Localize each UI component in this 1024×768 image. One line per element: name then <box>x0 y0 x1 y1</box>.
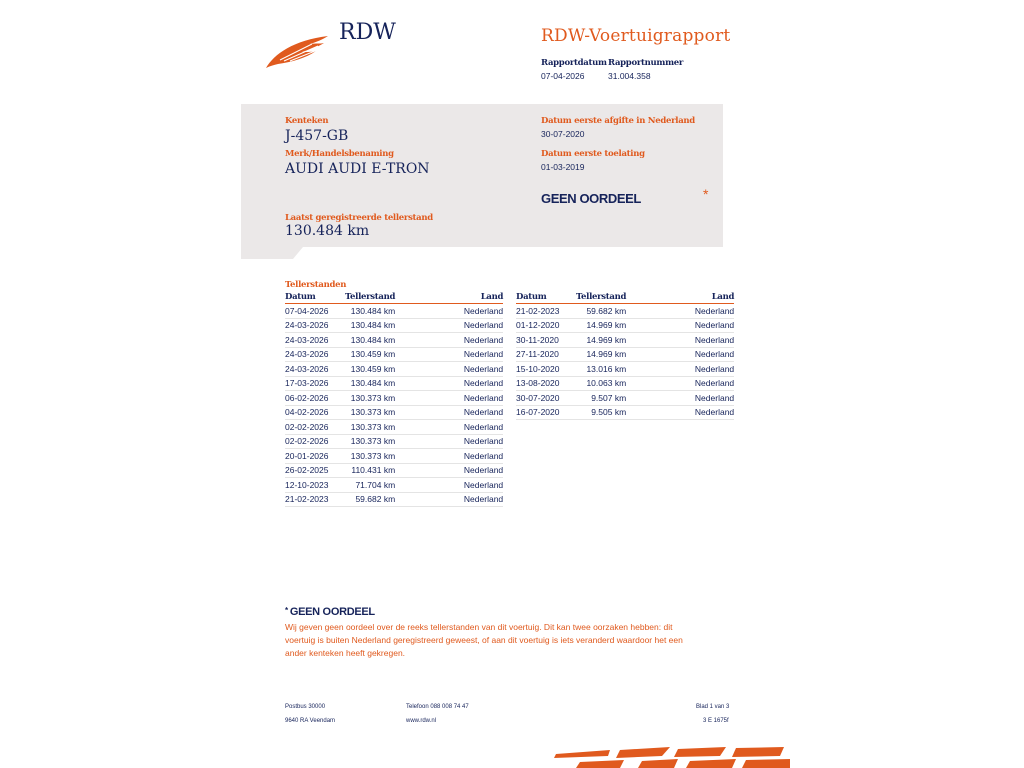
reading-km: 130.373 km <box>345 391 395 406</box>
reading-row <box>516 405 734 420</box>
reading-row <box>285 333 503 348</box>
footnote-title <box>285 606 375 618</box>
reading-date: 16-07-2020 <box>516 405 576 420</box>
reading-land: Nederland <box>395 362 503 377</box>
reading-date: 02-02-2026 <box>285 420 345 435</box>
report-date-label: Rapportdatum <box>541 58 607 68</box>
reading-land: Nederland <box>626 376 734 391</box>
brand-name: RDW <box>339 20 396 45</box>
footer-phone: Telefoon 088 008 74 47 <box>406 704 469 710</box>
reading-km: 130.373 km <box>345 434 395 449</box>
reading-date: 01-12-2020 <box>516 318 576 333</box>
reading-land: Nederland <box>395 492 503 507</box>
reading-land: Nederland <box>626 333 734 348</box>
reading-date: 07-04-2026 <box>285 304 345 319</box>
reading-km: 59.682 km <box>345 492 395 507</box>
first-nl-label: Datum eerste afgifte in Nederland <box>541 116 695 126</box>
reading-km: 130.459 km <box>345 347 395 362</box>
plate-value: J-457-GB <box>285 128 349 144</box>
make-value: AUDI AUDI E-TRON <box>285 161 430 177</box>
reading-row <box>285 463 503 478</box>
reading-date: 27-11-2020 <box>516 347 576 362</box>
reading-row <box>285 362 503 377</box>
reading-land: Nederland <box>395 478 503 493</box>
reading-land: Nederland <box>626 391 734 406</box>
reading-row <box>516 376 734 391</box>
footer-page: Blad 1 van 3 <box>696 704 730 710</box>
readings-table-right <box>516 292 734 420</box>
orange-stripes-icon <box>550 744 790 768</box>
reading-row <box>285 391 503 406</box>
reading-km: 130.373 km <box>345 405 395 420</box>
reading-land: Nederland <box>626 405 734 420</box>
first-nl-value: 30-07-2020 <box>541 129 585 139</box>
reading-km: 71.704 km <box>345 478 395 493</box>
odometer-label: Laatst geregistreerde tellerstand <box>285 213 433 223</box>
readings-table-left <box>285 292 503 507</box>
first-admission-label: Datum eerste toelating <box>541 149 645 159</box>
reading-km: 130.459 km <box>345 362 395 377</box>
col-km: Tellerstand <box>345 292 396 302</box>
reading-row <box>285 492 503 507</box>
reading-land: Nederland <box>395 333 503 348</box>
reading-km: 14.969 km <box>576 318 626 333</box>
col-land: Land <box>395 292 503 304</box>
reading-date: 24-03-2026 <box>285 333 345 348</box>
reading-date: 26-02-2025 <box>285 463 345 478</box>
reading-row <box>516 391 734 406</box>
reading-km: 10.063 km <box>576 376 626 391</box>
reading-land: Nederland <box>626 347 734 362</box>
reading-date: 17-03-2026 <box>285 376 345 391</box>
odometer-value: 130.484 km <box>285 223 370 239</box>
report-number: 31.004.358 <box>608 71 651 81</box>
reading-land: Nederland <box>395 449 503 464</box>
reading-row <box>516 362 734 377</box>
verdict: GEEN OORDEEL <box>541 191 641 206</box>
reading-date: 12-10-2023 <box>285 478 345 493</box>
reading-date: 30-07-2020 <box>516 391 576 406</box>
reading-land: Nederland <box>395 318 503 333</box>
reading-row <box>285 420 503 435</box>
footnote-text: Wij geven geen oordeel over de reeks tellerstanden van dit voertuig. Dit kan twee oorzaken hebben: dit voertuig is buiten Nederland geregistreerd geweest, of aan dit voertuig is iets veranderd waardoor het een ander kenteken heeft gekregen. <box>285 622 683 658</box>
reading-land: Nederland <box>395 420 503 435</box>
reading-land: Nederland <box>395 405 503 420</box>
rdw-wing-logo-icon <box>264 30 332 70</box>
reading-row <box>516 333 734 348</box>
reading-land: Nederland <box>395 376 503 391</box>
reading-km: 14.969 km <box>576 347 626 362</box>
reading-land: Nederland <box>395 463 503 478</box>
report-date: 07-04-2026 <box>541 71 585 81</box>
reading-date: 15-10-2020 <box>516 362 576 377</box>
reading-km: 14.969 km <box>576 333 626 348</box>
reading-row <box>285 449 503 464</box>
reading-row <box>285 318 503 333</box>
reading-km: 130.484 km <box>345 376 395 391</box>
reading-row <box>516 318 734 333</box>
footer-code: 3 E 1675f <box>703 718 729 724</box>
reading-date: 21-02-2023 <box>285 492 345 507</box>
col-land: Land <box>626 292 734 304</box>
reading-date: 24-03-2026 <box>285 347 345 362</box>
reading-date: 24-03-2026 <box>285 318 345 333</box>
reading-land: Nederland <box>395 434 503 449</box>
reading-date: 21-02-2023 <box>516 304 576 319</box>
reading-land: Nederland <box>626 362 734 377</box>
reading-land: Nederland <box>395 391 503 406</box>
reading-row <box>285 434 503 449</box>
reading-row <box>285 405 503 420</box>
report-title: RDW-Voertuigrapport <box>541 26 731 46</box>
readings-title: Tellerstanden <box>285 280 347 290</box>
footer-postbus: Postbus 30000 <box>285 704 326 710</box>
reading-km: 59.682 km <box>576 304 626 319</box>
reading-km: 130.484 km <box>345 318 395 333</box>
reading-date: 06-02-2026 <box>285 391 345 406</box>
reading-km: 110.431 km <box>345 463 395 478</box>
footer-web[interactable]: www.rdw.nl <box>406 718 437 724</box>
reading-land: Nederland <box>395 347 503 362</box>
footnote-title-text: GEEN OORDEEL <box>289 606 375 618</box>
reading-km: 130.373 km <box>345 420 395 435</box>
reading-row <box>285 304 503 319</box>
plate-label: Kenteken <box>285 116 329 126</box>
footnote-star: * <box>285 606 288 615</box>
reading-date: 04-02-2026 <box>285 405 345 420</box>
reading-land: Nederland <box>626 304 734 319</box>
reading-date: 24-03-2026 <box>285 362 345 377</box>
make-label: Merk/Handelsbenaming <box>285 149 394 159</box>
report-number-label: Rapportnummer <box>608 58 684 68</box>
reading-row <box>516 347 734 362</box>
reading-km: 130.484 km <box>345 333 395 348</box>
footer-city: 9640 RA Veendam <box>285 718 336 724</box>
col-km: Tellerstand <box>576 292 627 302</box>
reading-date: 02-02-2026 <box>285 434 345 449</box>
reading-land: Nederland <box>626 318 734 333</box>
reading-date: 30-11-2020 <box>516 333 576 348</box>
reading-date: 13-08-2020 <box>516 376 576 391</box>
reading-km: 130.484 km <box>345 304 395 319</box>
reading-land: Nederland <box>395 304 503 319</box>
reading-date: 20-01-2026 <box>285 449 345 464</box>
reading-km: 130.373 km <box>345 449 395 464</box>
col-date: Datum <box>285 292 345 304</box>
reading-km: 9.507 km <box>576 391 626 406</box>
reading-row <box>285 478 503 493</box>
col-date: Datum <box>516 292 576 304</box>
reading-km: 13.016 km <box>576 362 626 377</box>
reading-km: 9.505 km <box>576 405 626 420</box>
reading-row <box>516 304 734 319</box>
reading-row <box>285 376 503 391</box>
first-admission-value: 01-03-2019 <box>541 162 585 172</box>
reading-row <box>285 347 503 362</box>
verdict-star: * <box>703 186 709 202</box>
